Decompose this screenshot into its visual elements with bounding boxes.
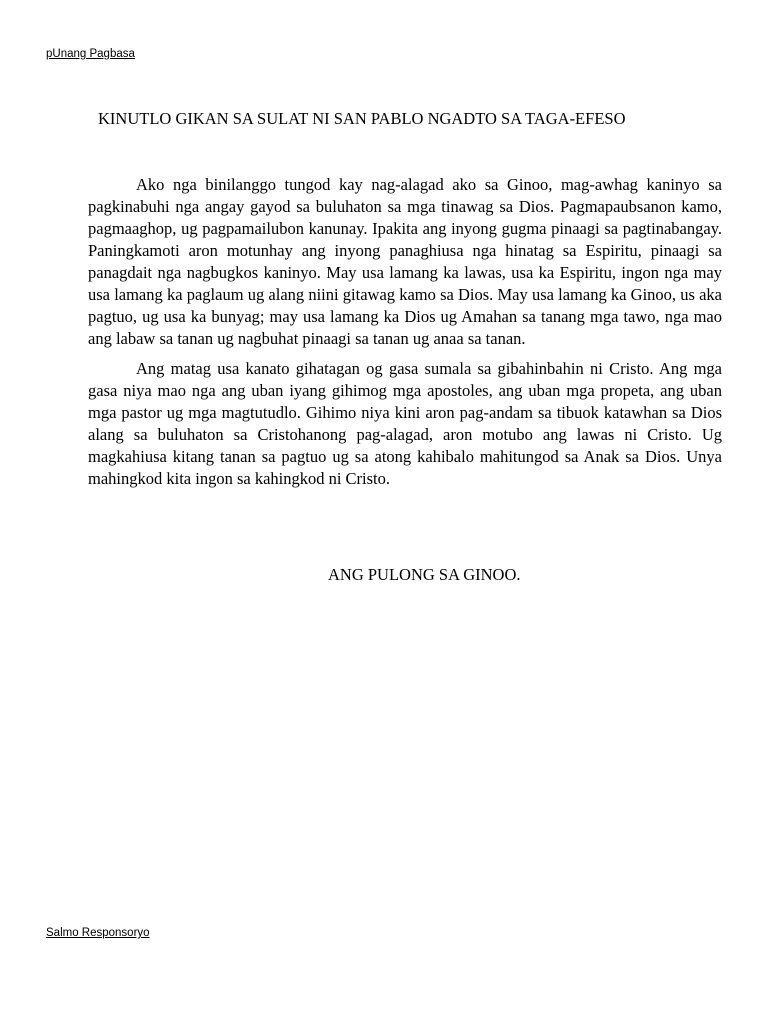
reading-title: KINUTLO GIKAN SA SULAT NI SAN PABLO NGADTO SA TAGA-EFESO: [98, 109, 626, 128]
acclamation: ANG PULONG SA GINOO.: [328, 565, 521, 584]
reading-body: [88, 174, 722, 498]
reading-paragraph: Ang matag usa kanato gihatagan og gasa sumala sa gibahinbahin ni Cristo. Ang mga gasa niya mao nga ang uban iyang gihimog mga apostoles, ang uban mga propeta, ang uban mga pastor ug mga magtutudlo. Gihimo niya kini aron pag-andam sa tibuok katawhan sa Dios alang sa buluhaton sa Cristohanong pag-alagad, aron motubo ang lawas ni Cristo. Ug magkahiusa kitang tanan sa pagtuo ug sa atong kahibalo mahitungod sa Anak sa Dios. Unya mahingkod kita ingon sa kahingkod ni Cristo.: [88, 359, 722, 488]
next-section-label: Salmo Responsoryo: [46, 927, 150, 939]
section-label: pUnang Pagbasa: [46, 48, 135, 60]
reading-paragraph: Ako nga binilanggo tungod kay nag-alagad ako sa Ginoo, mag-awhag kaninyo sa pagkinabuhi nga angay gayod sa buluhaton sa mga tinawag sa Dios. Pagmapaubsanon kamo, pagmaaghop, ug pagpamailubon kanunay. Ipakita ang inyong gugma pinaagi sa pagtinabangay. Paningkamoti aron motunhay ang inyong panaghiusa nga hinatag sa Espiritu, pinaagi sa panagdait nga nagbugkos kaninyo. May usa lamang ka lawas, usa ka Espiritu, ingon nga may usa lamang ka paglaum ug alang niini gitawag kamo sa Dios. May usa lamang ka Ginoo, us aka pagtuo, ug usa ka bunyag; may usa lamang ka Dios ug Amahan sa tanang mga tawo, nga mao ang labaw sa tanan ug nagbuhat pinaagi sa tanan ug anaa sa tanan.: [88, 175, 722, 348]
